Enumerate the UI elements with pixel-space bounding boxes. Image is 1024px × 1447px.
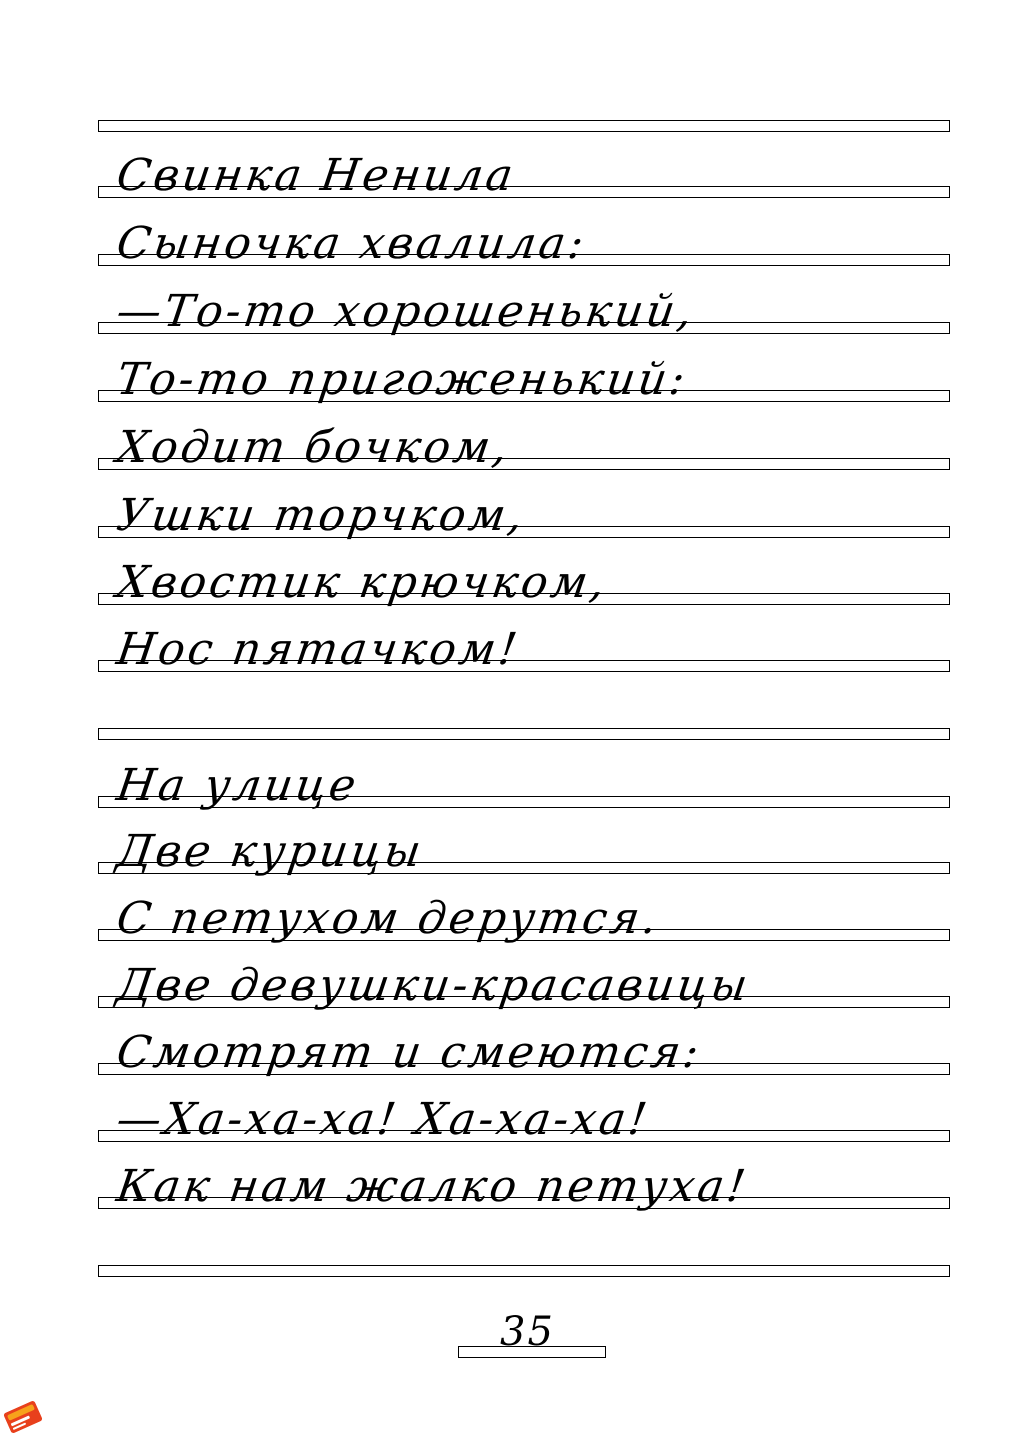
ruling-band-empty: [98, 1265, 950, 1277]
poem1-line-8: Нос пятачком!: [113, 624, 523, 675]
poem1-line-5: Ходит бочком,: [113, 422, 514, 473]
ruling-band-empty: [98, 728, 950, 740]
poem2-line-3: С петухом дерутся.: [113, 893, 663, 944]
poem1-line-3: —То-то хорошенький,: [113, 286, 699, 337]
poem1-line-1: Свинка Ненила: [113, 150, 519, 201]
poem1-line-7: Хвостик крючком,: [113, 557, 611, 608]
ruling-band-empty: [98, 120, 950, 132]
poem1-line-4: То-то пригоженький:: [113, 354, 691, 405]
poem2-line-7: Как нам жалко петуха!: [113, 1161, 752, 1212]
page-number: 35: [500, 1309, 555, 1355]
poem1-line-2: Сыночка хвалила:: [113, 218, 590, 269]
poem1-line-6: Ушки торчком,: [113, 490, 529, 541]
publisher-logo-icon: [3, 1400, 43, 1434]
poem2-line-4: Две девушки-красавицы: [113, 960, 754, 1011]
poem2-line-5: Смотрят и смеются:: [113, 1027, 705, 1078]
poem2-line-2: Две курицы: [113, 826, 427, 877]
poem2-line-6: —Ха-ха-ха! Ха-ха-ха!: [113, 1094, 653, 1145]
poem2-line-1: На улице: [113, 760, 362, 811]
